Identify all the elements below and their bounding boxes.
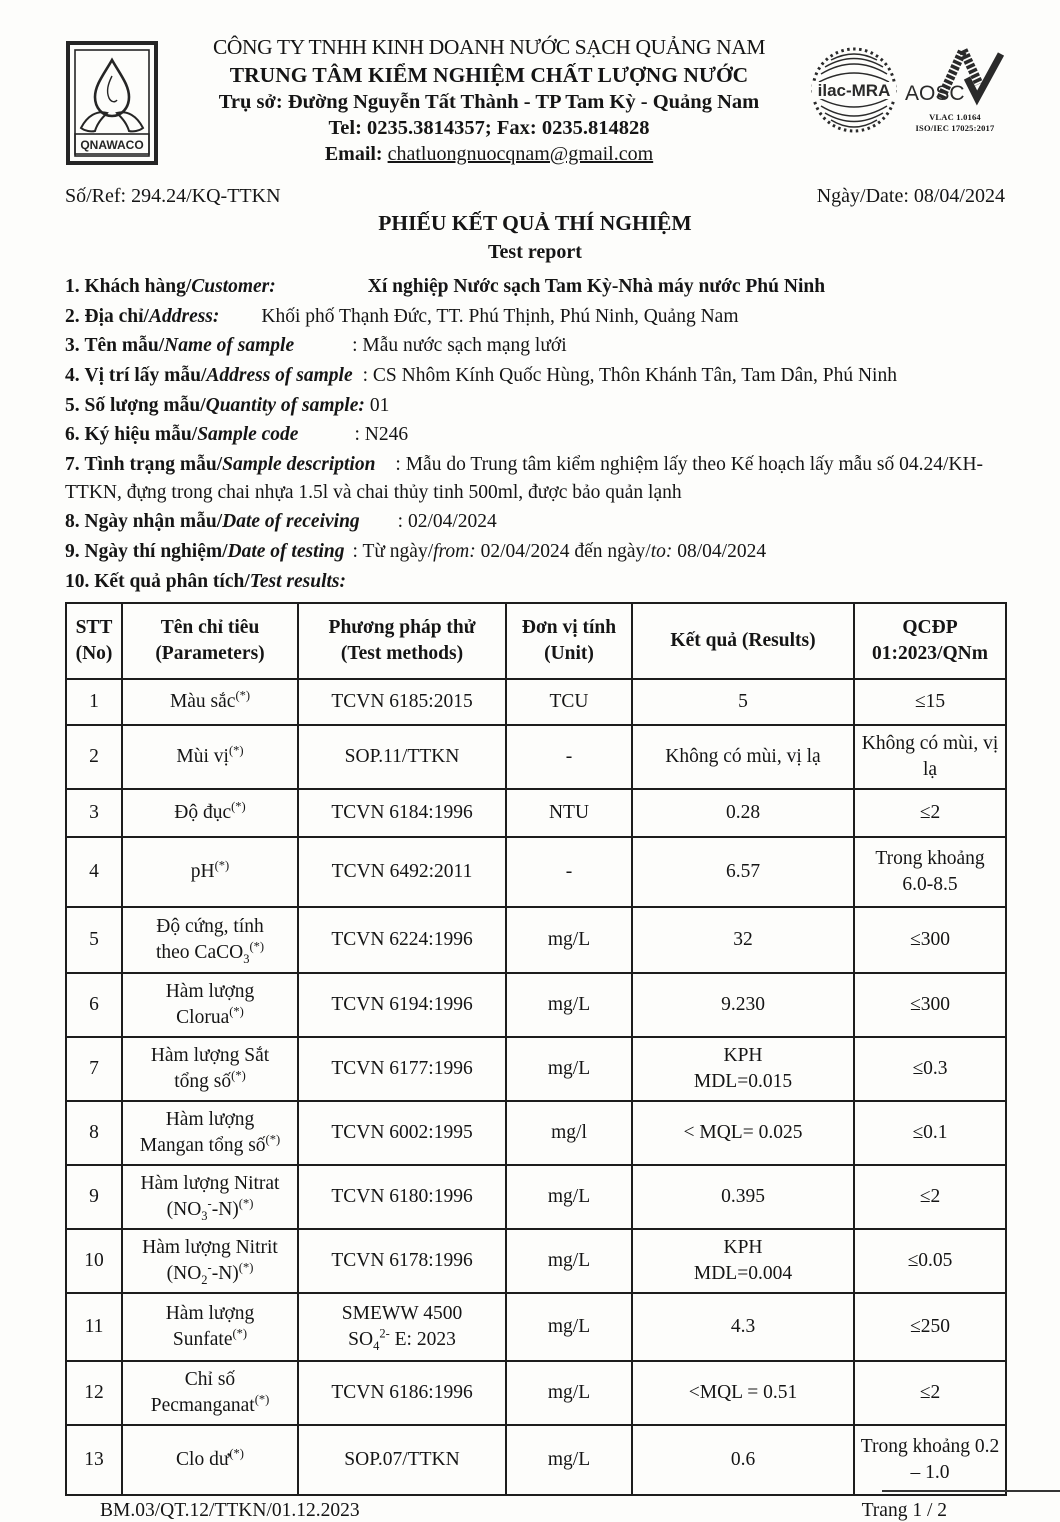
qnawaco-logo-icon	[65, 34, 169, 173]
sample-description-value: : Mẫu do Trung tâm kiểm nghiệm lấy theo Kế hoạch lấy mẫu số 04.24/KH-TTKN, đựng trong chai nhựa 1.5l và chai thủy tinh 500ml, được bảo quản lạnh	[65, 454, 984, 503]
email-line	[173, 142, 805, 168]
unit-cell: TCU	[506, 679, 632, 725]
unit-cell: mg/L	[506, 1229, 632, 1293]
limit-cell: ≤0.05	[854, 1229, 1006, 1293]
result-cell: <MQL = 0.51	[632, 1361, 854, 1425]
unit-cell: mg/L	[506, 1165, 632, 1229]
report-title-block	[65, 210, 1005, 265]
limit-cell: Trong khoảng 6.0-8.5	[854, 837, 1006, 907]
sample-code-value: : N246	[354, 424, 409, 446]
qnawaco-logo-text: QNAWACO	[80, 138, 144, 152]
table-row	[66, 679, 1006, 725]
limit-cell: ≤2	[854, 789, 1006, 837]
limit-cell: Không có mùi, vị lạ	[854, 725, 1006, 789]
aosc-logo-icon	[905, 42, 1005, 106]
method-cell: SMEWW 4500 $SO_4^{2-}$ E: 2023	[298, 1293, 506, 1361]
accreditation-logos	[809, 34, 1005, 147]
col-header-limit: QCĐP 01:2023/QNm	[854, 603, 1006, 679]
letterhead	[65, 34, 1005, 173]
unit-cell: mg/L	[506, 1293, 632, 1361]
limit-cell: ≤2	[854, 1165, 1006, 1229]
parameter-cell: Hàm lượng Sắt tổng số(*)	[122, 1037, 298, 1101]
office-address: Trụ sở: Đường Nguyễn Tất Thành - TP Tam Kỳ - Quảng Nam	[218, 91, 760, 114]
no-cell: 3	[66, 789, 122, 837]
no-cell: 2	[66, 725, 122, 789]
method-cell: TCVN 6492:2011	[298, 837, 506, 907]
parameter-cell: Mùi vị(*)	[122, 725, 298, 789]
method-cell: TCVN 6184:1996	[298, 789, 506, 837]
report-title-vi: PHIẾU KẾT QUẢ THÍ NGHIỆM	[378, 211, 692, 235]
center-name: TRUNG TÂM KIỂM NGHIỆM CHẤT LƯỢNG NƯỚC	[229, 62, 749, 87]
result-cell: 32	[632, 907, 854, 973]
iso-standard: ISO/IEC 17025:2017	[915, 122, 995, 133]
parameter-cell: Hàm lượng Nitrat $(NO_3^--N)^{(*)}$	[122, 1165, 298, 1229]
method-cell: TCVN 6186:1996	[298, 1361, 506, 1425]
col-header-method: Phương pháp thử (Test methods)	[298, 603, 506, 679]
result-cell: 4.3	[632, 1293, 854, 1361]
limit-cell: ≤300	[854, 907, 1006, 973]
unit-cell: mg/l	[506, 1101, 632, 1165]
document-date: Ngày/Date: 08/04/2024	[816, 185, 1005, 207]
parameter-cell: Độ đục(*)	[122, 789, 298, 837]
table-row	[66, 973, 1006, 1037]
no-cell: 7	[66, 1037, 122, 1101]
unit-cell: mg/L	[506, 1361, 632, 1425]
limit-cell: ≤0.3	[854, 1037, 1006, 1101]
parameter-cell: Hàm lượng Clorua(*)	[122, 973, 298, 1037]
method-cell: TCVN 6224:1996	[298, 907, 506, 973]
method-cell: TCVN 6002:1995	[298, 1101, 506, 1165]
no-cell: 5	[66, 907, 122, 973]
unit-cell: mg/L	[506, 907, 632, 973]
date-testing-value: : Từ ngày/from: 02/04/2024 đến ngày/to: 08/04/2024	[352, 541, 767, 563]
parameter-cell: Hàm lượng Sunfate(*)	[122, 1293, 298, 1361]
info-item-date-testing: 9. Ngày thí nghiệm/Date of testing : Từ ngày/from: 02/04/2024 đến ngày/to: 08/04/2024	[65, 541, 767, 563]
ref-date-row	[65, 185, 1005, 208]
method-cell: SOP.11/TTKN	[298, 725, 506, 789]
limit-cell: ≤300	[854, 973, 1006, 1037]
table-row	[66, 1165, 1006, 1229]
unit-cell: -	[506, 837, 632, 907]
parameter-cell: Độ cứng, tính theo CaCO$_3$(*)	[122, 907, 298, 973]
table-row	[66, 1293, 1006, 1361]
no-cell: 12	[66, 1361, 122, 1425]
result-cell: 5	[632, 679, 854, 725]
col-header-no: STT (No)	[66, 603, 122, 679]
limit-cell: ≤2	[854, 1361, 1006, 1425]
table-row	[66, 837, 1006, 907]
result-cell: 6.57	[632, 837, 854, 907]
method-cell: TCVN 6194:1996	[298, 973, 506, 1037]
col-header-parameter: Tên chỉ tiêu (Parameters)	[122, 603, 298, 679]
no-cell: 6	[66, 973, 122, 1037]
method-cell: TCVN 6177:1996	[298, 1037, 506, 1101]
no-cell: 10	[66, 1229, 122, 1293]
table-header-row	[66, 603, 1006, 679]
company-name: CÔNG TY TNHH KINH DOANH NƯỚC SẠCH QUẢNG NAM	[212, 35, 766, 59]
info-item-sample-description: 7. Tình trạng mẫu/Sample description : Mẫu do Trung tâm kiểm nghiệm lấy theo Kế hoạch lấy mẫu số 04.24/KH-TTKN, đựng trong chai nhựa 1.5l và chai thủy tinh 500ml, được bảo quản lạnh	[65, 454, 984, 503]
unit-cell: NTU	[506, 789, 632, 837]
customer-value: Xí nghiệp Nước sạch Tam Kỳ-Nhà máy nước Phú Ninh	[367, 275, 826, 297]
page-number: Trang 1 / 2	[861, 1499, 947, 1521]
unit-cell: mg/L	[506, 973, 632, 1037]
limit-cell: Trong khoảng 0.2 – 1.0	[854, 1425, 1006, 1495]
result-cell: KPH MDL=0.015	[632, 1037, 854, 1101]
result-cell: Không có mùi, vị lạ	[632, 725, 854, 789]
info-item-date-receiving: 8. Ngày nhận mẫu/Date of receiving : 02/04/2024	[65, 511, 497, 533]
limit-cell: ≤250	[854, 1293, 1006, 1361]
email-address: chatluongnuocqnam@gmail.com	[387, 142, 654, 165]
table-row	[66, 725, 1006, 789]
info-item-sample-code: 6. Ký hiệu mẫu/Sample code : N246	[65, 424, 409, 446]
no-cell: 1	[66, 679, 122, 725]
ilac-mra-stamp-icon	[809, 42, 899, 147]
no-cell: 4	[66, 837, 122, 907]
unit-cell: mg/L	[506, 1425, 632, 1495]
parameter-cell: pH(*)	[122, 837, 298, 907]
method-cell: TCVN 6185:2015	[298, 679, 506, 725]
parameter-cell: Hàm lượng Nitrit $(NO_2^--N)^{(*)}$	[122, 1229, 298, 1293]
limit-cell: ≤15	[854, 679, 1006, 725]
result-cell: 0.395	[632, 1165, 854, 1229]
no-cell: 11	[66, 1293, 122, 1361]
method-cell: TCVN 6180:1996	[298, 1165, 506, 1229]
unit-cell: -	[506, 725, 632, 789]
col-header-unit: Đơn vị tính (Unit)	[506, 603, 632, 679]
results-table	[65, 602, 1007, 1496]
no-cell: 13	[66, 1425, 122, 1495]
sample-name-value: : Mẫu nước sạch mạng lưới	[352, 335, 567, 357]
letterhead-text	[169, 34, 809, 167]
parameter-cell: Màu sắc(*)	[122, 679, 298, 725]
sample-info-list	[65, 273, 1005, 596]
parameter-cell: Hàm lượng Mangan tổng số(*)	[122, 1101, 298, 1165]
table-row	[66, 789, 1006, 837]
col-header-result: Kết quả (Results)	[632, 603, 854, 679]
result-cell: 0.6	[632, 1425, 854, 1495]
aosc-text: AOSC	[905, 82, 965, 105]
sample-address-value: : CS Nhôm Kính Quốc Hùng, Thôn Khánh Tân, Tam Dân, Phú Ninh	[362, 365, 897, 386]
table-row	[66, 1037, 1006, 1101]
result-cell: < MQL= 0.025	[632, 1101, 854, 1165]
form-code: BM.03/QT.12/TTKN/01.12.2023	[100, 1499, 360, 1521]
table-row	[66, 1425, 1006, 1495]
table-row	[66, 907, 1006, 973]
date-receiving-value: : 02/04/2024	[397, 511, 497, 533]
ilac-mra-text: ilac-MRA	[817, 81, 891, 100]
info-item-test-results: 10. Kết quả phân tích/Test results:	[65, 570, 347, 592]
limit-cell: ≤0.1	[854, 1101, 1006, 1165]
result-cell: KPH MDL=0.004	[632, 1229, 854, 1293]
info-item-quantity: 5. Số lượng mẫu/Quantity of sample: 01	[65, 394, 390, 416]
table-row	[66, 1229, 1006, 1293]
info-item-customer: 1. Khách hàng/Customer: Xí nghiệp Nước sạch Tam Kỳ-Nhà máy nước Phú Ninh	[65, 275, 826, 297]
result-cell: 0.28	[632, 789, 854, 837]
table-row	[66, 1361, 1006, 1425]
report-title-en: Test report	[488, 240, 582, 263]
info-item-sample-name: 3. Tên mẫu/Name of sample : Mẫu nước sạch mạng lưới	[65, 335, 567, 357]
page-footer	[65, 1500, 1005, 1522]
no-cell: 9	[66, 1165, 122, 1229]
unit-cell: mg/L	[506, 1037, 632, 1101]
quantity-value: 01	[369, 394, 390, 416]
tel-fax: Tel: 0235.3814357; Fax: 0235.814828	[328, 117, 650, 140]
parameter-cell: Clo dư(*)	[122, 1425, 298, 1495]
vlac-number: VLAC 1.0164	[929, 112, 981, 122]
method-cell: TCVN 6178:1996	[298, 1229, 506, 1293]
aosc-logo-block	[905, 42, 1005, 147]
document-ref: Số/Ref: 294.24/KQ-TTKN	[65, 185, 281, 207]
result-cell: 9.230	[632, 973, 854, 1037]
signature-line-fragment	[882, 1490, 1060, 1492]
parameter-cell: Chỉ số Pecmanganat(*)	[122, 1361, 298, 1425]
info-item-address: 2. Địa chỉ/Address: Khối phố Thạnh Đức, TT. Phú Thịnh, Phú Ninh, Quảng Nam	[65, 305, 739, 327]
info-item-sample-address: 4. Vị trí lấy mẫu/Address of sample : CS Nhôm Kính Quốc Hùng, Thôn Khánh Tân, Tam Dân, Phú Ninh	[65, 365, 897, 386]
method-cell: SOP.07/TTKN	[298, 1425, 506, 1495]
no-cell: 8	[66, 1101, 122, 1165]
table-row	[66, 1101, 1006, 1165]
email-label: Email:	[324, 142, 383, 165]
address-value: Khối phố Thạnh Đức, TT. Phú Thịnh, Phú Ninh, Quảng Nam	[261, 305, 739, 327]
